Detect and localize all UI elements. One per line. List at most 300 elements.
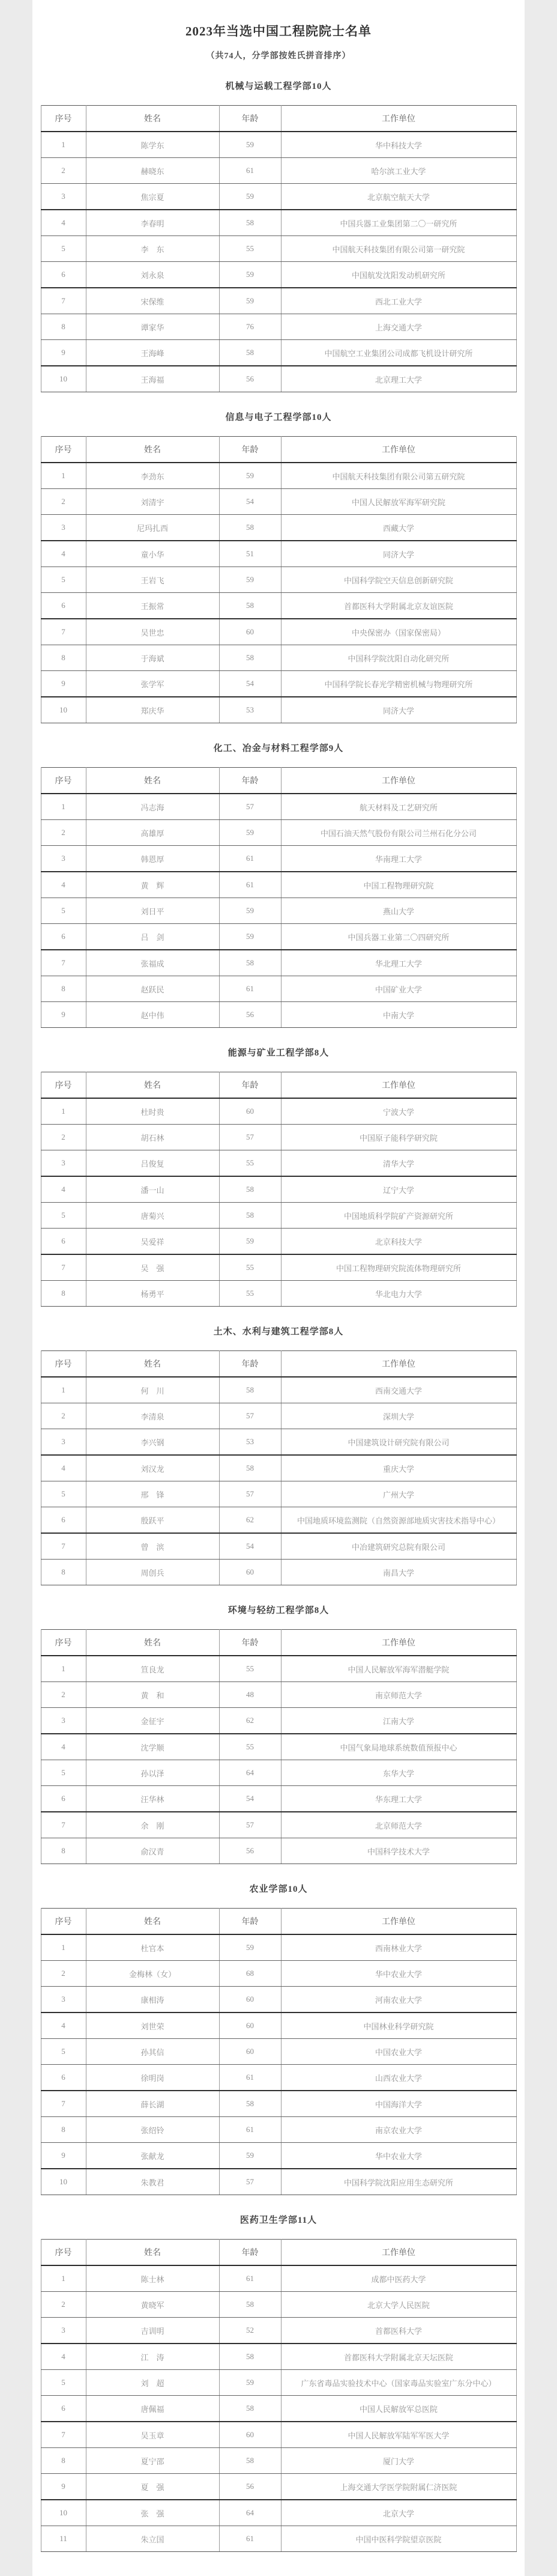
cell-org: 燕山大学 (281, 898, 516, 924)
cell-org: 同济大学 (281, 541, 516, 567)
cell-org: 北京大学人民医院 (281, 2292, 516, 2318)
cell-no: 9 (41, 2474, 86, 2500)
cell-name: 朱教君 (86, 2169, 219, 2195)
cell-no: 7 (41, 950, 86, 976)
table-row (41, 2117, 516, 2143)
table-row (41, 697, 516, 723)
department-section (32, 1325, 525, 1585)
cell-age: 76 (219, 314, 281, 340)
cell-org: 深圳大学 (281, 1403, 516, 1429)
cell-name: 韩恩厚 (86, 846, 219, 872)
table-row (41, 671, 516, 697)
cell-name: 周创兵 (86, 1560, 219, 1585)
cell-no: 1 (41, 1098, 86, 1125)
cell-age: 59 (219, 898, 281, 924)
header-cell-name: 姓名 (86, 2240, 219, 2266)
cell-age: 59 (219, 262, 281, 288)
cell-org: 华中农业大学 (281, 2143, 516, 2169)
table-row (41, 1481, 516, 1507)
cell-org: 上海交通大学 (281, 314, 516, 340)
cell-name: 于海斌 (86, 645, 219, 671)
roster-table (41, 1629, 517, 1864)
table-row (41, 1403, 516, 1429)
header-cell-age: 年龄 (219, 1072, 281, 1099)
header-cell-name: 姓名 (86, 106, 219, 132)
cell-no: 8 (41, 1560, 86, 1585)
cell-no: 5 (41, 1481, 86, 1507)
cell-name: 赫晓东 (86, 158, 219, 184)
table-row (41, 489, 516, 515)
cell-age: 57 (219, 1403, 281, 1429)
cell-name: 吴 强 (86, 1254, 219, 1281)
cell-no: 7 (41, 2422, 86, 2448)
cell-no: 10 (41, 366, 86, 392)
cell-org: 航天材料及工艺研究所 (281, 794, 516, 820)
section-title: 农业学部10人 (249, 1885, 308, 1894)
cell-org: 西藏大学 (281, 515, 516, 541)
cell-no: 8 (41, 645, 86, 671)
table-row (41, 340, 516, 366)
table-row (41, 1281, 516, 1307)
cell-no: 8 (41, 314, 86, 340)
document-page (32, 0, 525, 2576)
cell-name: 李兴钢 (86, 1429, 219, 1456)
cell-no: 5 (41, 2039, 86, 2065)
table-row (41, 210, 516, 236)
table-row (41, 314, 516, 340)
cell-no: 7 (41, 1254, 86, 1281)
department-section (32, 1046, 525, 1307)
table-row (41, 1708, 516, 1734)
cell-age: 58 (219, 1455, 281, 1481)
cell-name: 吴爱祥 (86, 1229, 219, 1255)
table-row (41, 262, 516, 288)
header-cell-org: 工作单位 (281, 2240, 516, 2266)
cell-org: 中国海洋大学 (281, 2091, 516, 2117)
cell-no: 1 (41, 1377, 86, 1403)
cell-no: 1 (41, 1934, 86, 1961)
table-row (41, 593, 516, 619)
cell-age: 60 (219, 1987, 281, 2013)
cell-name: 金征宇 (86, 1708, 219, 1734)
cell-name: 张福成 (86, 950, 219, 976)
cell-age: 60 (219, 2039, 281, 2065)
cell-name: 吴玉章 (86, 2422, 219, 2448)
cell-name: 吉训明 (86, 2318, 219, 2344)
cell-no: 2 (41, 158, 86, 184)
cell-name: 笪良龙 (86, 1656, 219, 1682)
cell-no: 3 (41, 1429, 86, 1456)
header-cell-age: 年龄 (219, 1351, 281, 1378)
cell-age: 58 (219, 593, 281, 619)
header-cell-org: 工作单位 (281, 1351, 516, 1378)
header-cell-org: 工作单位 (281, 437, 516, 463)
header-cell-org: 工作单位 (281, 106, 516, 132)
cell-org: 华南理工大学 (281, 846, 516, 872)
cell-age: 55 (219, 1281, 281, 1307)
table-row (41, 1961, 516, 1987)
cell-age: 57 (219, 1481, 281, 1507)
table-row (41, 1734, 516, 1760)
cell-name: 王海峰 (86, 340, 219, 366)
cell-no: 1 (41, 132, 86, 158)
table-row (41, 1377, 516, 1403)
table-header-row (41, 1630, 516, 1656)
cell-no: 5 (41, 1203, 86, 1229)
cell-no: 7 (41, 619, 86, 645)
roster-table (41, 1072, 517, 1307)
cell-no: 7 (41, 288, 86, 314)
table-row (41, 2370, 516, 2396)
table-row (41, 820, 516, 846)
cell-no: 4 (41, 1455, 86, 1481)
cell-name: 刘日平 (86, 898, 219, 924)
cell-no: 2 (41, 820, 86, 846)
cell-name: 薛长湖 (86, 2091, 219, 2117)
cell-age: 58 (219, 645, 281, 671)
header-cell-age: 年龄 (219, 768, 281, 794)
cell-age: 58 (219, 210, 281, 236)
cell-age: 58 (219, 2448, 281, 2474)
cell-no: 2 (41, 489, 86, 515)
cell-age: 60 (219, 619, 281, 645)
cell-age: 59 (219, 820, 281, 846)
cell-age: 61 (219, 846, 281, 872)
cell-age: 58 (219, 1377, 281, 1403)
cell-age: 57 (219, 2169, 281, 2195)
cell-no: 9 (41, 671, 86, 697)
table-row (41, 2526, 516, 2552)
cell-name: 高雄厚 (86, 820, 219, 846)
cell-name: 冯志海 (86, 794, 219, 820)
table-row (41, 2344, 516, 2370)
cell-org: 首都医科大学附属北京友谊医院 (281, 593, 516, 619)
table-row (41, 2448, 516, 2474)
cell-no: 9 (41, 2143, 86, 2169)
cell-no: 3 (41, 1150, 86, 1177)
cell-org: 中国航天科技集团有限公司第五研究院 (281, 463, 516, 489)
cell-no: 11 (41, 2526, 86, 2552)
table-row (41, 2265, 516, 2292)
table-row (41, 846, 516, 872)
cell-age: 52 (219, 2318, 281, 2344)
cell-name: 汪华林 (86, 1786, 219, 1812)
cell-org: 中国地质科学院矿产资源研究所 (281, 1203, 516, 1229)
table-row (41, 366, 516, 392)
cell-age: 59 (219, 1229, 281, 1255)
cell-no: 6 (41, 1786, 86, 1812)
cell-org: 华北理工大学 (281, 950, 516, 976)
table-row (41, 2169, 516, 2195)
cell-age: 56 (219, 1838, 281, 1864)
cell-no: 1 (41, 794, 86, 820)
cell-org: 重庆大学 (281, 1455, 516, 1481)
cell-org: 中国航发沈阳发动机研究所 (281, 262, 516, 288)
cell-org: 西南交通大学 (281, 1377, 516, 1403)
cell-no: 2 (41, 1403, 86, 1429)
cell-org: 中国兵器工业第二〇四研究所 (281, 924, 516, 950)
cell-org: 华北电力大学 (281, 1281, 516, 1307)
cell-org: 广东省毒品实验技术中心（国家毒品实验室广东分中心） (281, 2370, 516, 2396)
cell-name: 殷跃平 (86, 1507, 219, 1534)
cell-no: 3 (41, 846, 86, 872)
table-row (41, 2292, 516, 2318)
cell-org: 河南农业大学 (281, 1987, 516, 2013)
cell-org: 中央保密办（国家保密局） (281, 619, 516, 645)
table-row (41, 2318, 516, 2344)
cell-age: 59 (219, 2370, 281, 2396)
cell-org: 中国科学院长春光学精密机械与物理研究所 (281, 671, 516, 697)
table-header-row (41, 106, 516, 132)
page-subtitle: （共74人，分学部按姓氏拼音排序） (206, 52, 351, 61)
cell-name: 黄 辉 (86, 872, 219, 898)
department-section (32, 79, 525, 392)
cell-name: 尼玛扎西 (86, 515, 219, 541)
table-row (41, 2500, 516, 2526)
cell-org: 成都中医药大学 (281, 2265, 516, 2292)
cell-org: 江南大学 (281, 1708, 516, 1734)
cell-name: 张 强 (86, 2500, 219, 2526)
cell-no: 4 (41, 1734, 86, 1760)
cell-org: 中国矿业大学 (281, 976, 516, 1002)
header-cell-no: 序号 (41, 437, 86, 463)
cell-name: 刘 超 (86, 2370, 219, 2396)
cell-no: 7 (41, 1533, 86, 1560)
cell-age: 55 (219, 1734, 281, 1760)
header-cell-name: 姓名 (86, 1351, 219, 1378)
cell-name: 吴世忠 (86, 619, 219, 645)
cell-no: 6 (41, 2065, 86, 2091)
cell-name: 吕俊复 (86, 1150, 219, 1177)
cell-name: 赵跃民 (86, 976, 219, 1002)
table-row (41, 1656, 516, 1682)
cell-no: 6 (41, 1229, 86, 1255)
cell-no: 1 (41, 1656, 86, 1682)
table-row (41, 1176, 516, 1203)
cell-name: 郑庆华 (86, 697, 219, 723)
cell-age: 58 (219, 2396, 281, 2422)
cell-org: 北京理工大学 (281, 366, 516, 392)
cell-age: 62 (219, 1708, 281, 1734)
cell-name: 胡石林 (86, 1125, 219, 1150)
cell-name: 杜官本 (86, 1934, 219, 1961)
cell-org: 中国科学院沈阳应用生态研究所 (281, 2169, 516, 2195)
cell-no: 2 (41, 1961, 86, 1987)
table-row (41, 1934, 516, 1961)
cell-name: 夏 强 (86, 2474, 219, 2500)
header-cell-age: 年龄 (219, 2240, 281, 2266)
cell-name: 王振常 (86, 593, 219, 619)
table-row (41, 2422, 516, 2448)
cell-no: 3 (41, 184, 86, 210)
table-row (41, 976, 516, 1002)
cell-org: 中国石油天然气股份有限公司兰州石化分公司 (281, 820, 516, 846)
cell-org: 南京农业大学 (281, 2117, 516, 2143)
cell-name: 江 涛 (86, 2344, 219, 2370)
cell-org: 北京大学 (281, 2500, 516, 2526)
table-row (41, 1002, 516, 1028)
cell-name: 余 刚 (86, 1812, 219, 1838)
cell-age: 68 (219, 1961, 281, 1987)
table-row (41, 1760, 516, 1786)
roster-table (41, 1350, 517, 1585)
cell-age: 60 (219, 2422, 281, 2448)
cell-name: 李劲东 (86, 463, 219, 489)
cell-age: 57 (219, 794, 281, 820)
cell-no: 3 (41, 2318, 86, 2344)
roster-table (41, 767, 517, 1028)
header-cell-name: 姓名 (86, 1072, 219, 1099)
cell-age: 58 (219, 1203, 281, 1229)
cell-age: 55 (219, 1254, 281, 1281)
roster-table (41, 436, 517, 723)
cell-name: 杨勇平 (86, 1281, 219, 1307)
cell-age: 59 (219, 463, 281, 489)
cell-age: 59 (219, 567, 281, 593)
table-row (41, 2396, 516, 2422)
cell-age: 59 (219, 184, 281, 210)
table-row (41, 1203, 516, 1229)
header-cell-age: 年龄 (219, 106, 281, 132)
cell-org: 中国兵器工业集团第二〇一研究所 (281, 210, 516, 236)
cell-name: 王岩飞 (86, 567, 219, 593)
cell-no: 8 (41, 1838, 86, 1864)
cell-org: 北京航空航天大学 (281, 184, 516, 210)
department-section (32, 741, 525, 1028)
header-cell-no: 序号 (41, 106, 86, 132)
table-row (41, 2143, 516, 2169)
table-row (41, 1254, 516, 1281)
header-cell-name: 姓名 (86, 768, 219, 794)
cell-name: 张献龙 (86, 2143, 219, 2169)
section-title: 医药卫生学部11人 (239, 2216, 318, 2225)
cell-age: 58 (219, 515, 281, 541)
header-cell-age: 年龄 (219, 1909, 281, 1935)
cell-name: 刘永泉 (86, 262, 219, 288)
section-title: 环境与轻纺工程学部8人 (227, 1606, 330, 1615)
cell-no: 2 (41, 2292, 86, 2318)
cell-name: 李清泉 (86, 1403, 219, 1429)
cell-name: 何 川 (86, 1377, 219, 1403)
cell-no: 5 (41, 236, 86, 262)
header-cell-no: 序号 (41, 1351, 86, 1378)
department-section (32, 2213, 525, 2552)
cell-age: 55 (219, 236, 281, 262)
table-row (41, 1455, 516, 1481)
table-row (41, 2039, 516, 2065)
cell-age: 53 (219, 697, 281, 723)
cell-age: 56 (219, 2474, 281, 2500)
cell-org: 东华大学 (281, 1760, 516, 1786)
cell-org: 中国人民解放军海军研究院 (281, 489, 516, 515)
cell-age: 56 (219, 366, 281, 392)
cell-name: 潘一山 (86, 1176, 219, 1203)
cell-no: 5 (41, 567, 86, 593)
cell-age: 61 (219, 2526, 281, 2552)
cell-org: 中国地质环境监测院（自然资源部地质灾害技术指导中心） (281, 1507, 516, 1534)
cell-org: 中国气象局地球系统数值预报中心 (281, 1734, 516, 1760)
table-header-row (41, 437, 516, 463)
cell-age: 55 (219, 1656, 281, 1682)
cell-age: 61 (219, 2117, 281, 2143)
cell-org: 中国航空工业集团公司成都飞机设计研究所 (281, 340, 516, 366)
cell-no: 8 (41, 2117, 86, 2143)
cell-name: 孙其信 (86, 2039, 219, 2065)
table-row (41, 2012, 516, 2039)
table-row (41, 236, 516, 262)
cell-no: 7 (41, 1812, 86, 1838)
cell-no: 9 (41, 1002, 86, 1028)
cell-no: 6 (41, 924, 86, 950)
table-row (41, 924, 516, 950)
cell-org: 北京科技大学 (281, 1229, 516, 1255)
cell-name: 孙以泽 (86, 1760, 219, 1786)
cell-name: 李春明 (86, 210, 219, 236)
header-cell-no: 序号 (41, 2240, 86, 2266)
cell-age: 61 (219, 976, 281, 1002)
table-row (41, 2474, 516, 2500)
cell-org: 哈尔滨工业大学 (281, 158, 516, 184)
cell-name: 唐菊兴 (86, 1203, 219, 1229)
table-row (41, 1682, 516, 1708)
cell-age: 58 (219, 2292, 281, 2318)
cell-no: 6 (41, 262, 86, 288)
cell-age: 59 (219, 132, 281, 158)
cell-age: 55 (219, 1150, 281, 1177)
cell-name: 夏宁邵 (86, 2448, 219, 2474)
table-row (41, 1125, 516, 1150)
cell-age: 59 (219, 288, 281, 314)
cell-name: 焦宗夏 (86, 184, 219, 210)
table-row (41, 2091, 516, 2117)
table-row (41, 1987, 516, 2013)
cell-no: 4 (41, 2012, 86, 2039)
table-row (41, 1812, 516, 1838)
roster-table (41, 1908, 517, 2195)
cell-org: 广州大学 (281, 1481, 516, 1507)
cell-org: 首都医科大学 (281, 2318, 516, 2344)
table-row (41, 645, 516, 671)
header-cell-name: 姓名 (86, 1909, 219, 1935)
cell-no: 3 (41, 1987, 86, 2013)
cell-age: 62 (219, 1507, 281, 1534)
table-row (41, 1560, 516, 1585)
table-row (41, 1533, 516, 1560)
cell-org: 中国人民解放军海军潜艇学院 (281, 1656, 516, 1682)
cell-age: 58 (219, 340, 281, 366)
roster-table (41, 2239, 517, 2552)
cell-age: 57 (219, 1125, 281, 1150)
cell-no: 8 (41, 976, 86, 1002)
header-cell-age: 年龄 (219, 437, 281, 463)
cell-org: 南昌大学 (281, 1560, 516, 1585)
cell-no: 4 (41, 1176, 86, 1203)
cell-org: 中国农业大学 (281, 2039, 516, 2065)
cell-age: 60 (219, 1560, 281, 1585)
table-row (41, 619, 516, 645)
cell-name: 俞汉青 (86, 1838, 219, 1864)
cell-age: 61 (219, 2265, 281, 2292)
cell-org: 中国建筑设计研究院有限公司 (281, 1429, 516, 1456)
table-header-row (41, 2240, 516, 2266)
section-title: 土木、水利与建筑工程学部8人 (213, 1327, 344, 1337)
cell-no: 4 (41, 210, 86, 236)
header-cell-name: 姓名 (86, 1630, 219, 1656)
cell-name: 曾 滨 (86, 1533, 219, 1560)
cell-age: 56 (219, 1002, 281, 1028)
cell-no: 8 (41, 2448, 86, 2474)
cell-name: 康相涛 (86, 1987, 219, 2013)
